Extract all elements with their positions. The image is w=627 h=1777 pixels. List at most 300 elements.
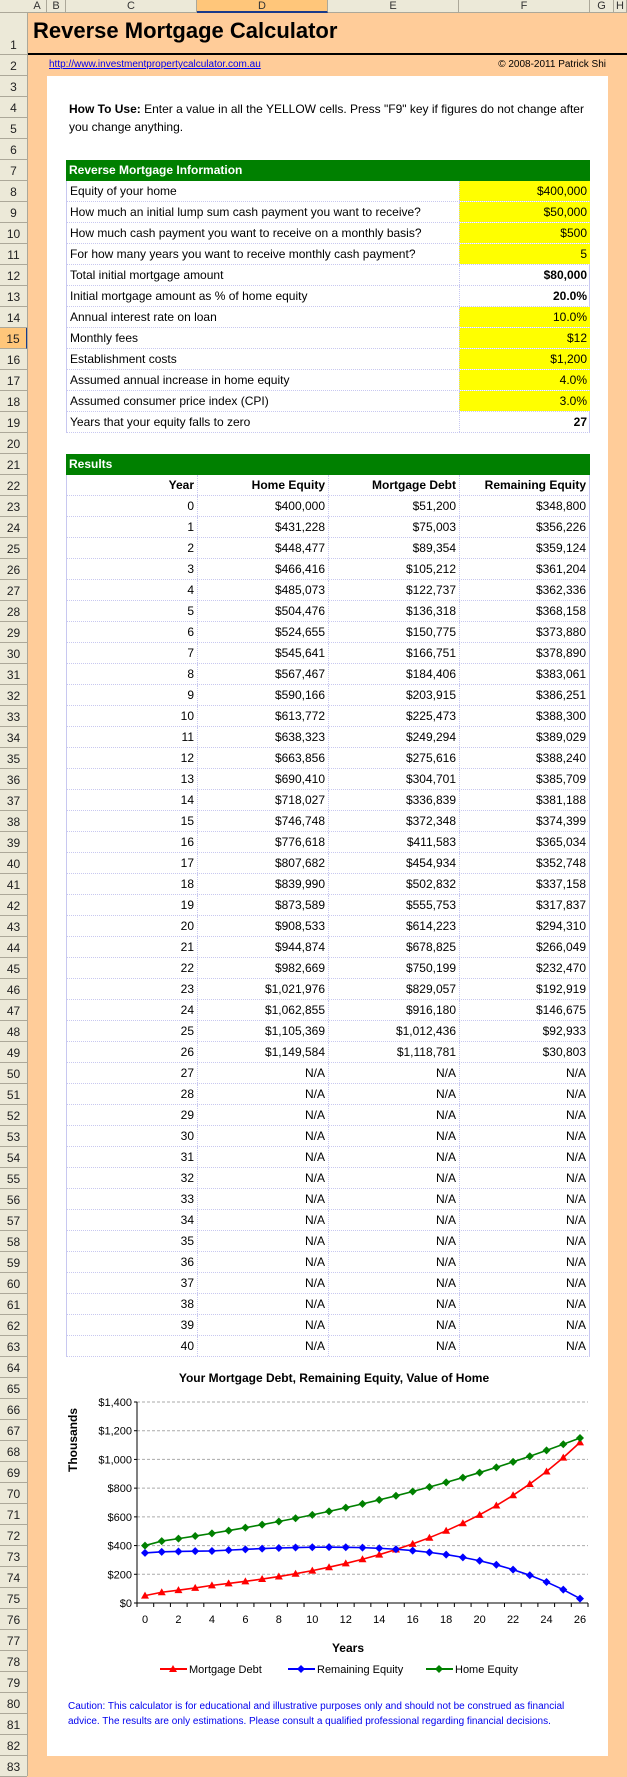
row-header[interactable]: 51 xyxy=(0,1084,27,1105)
info-input-cell[interactable]: $500 xyxy=(459,223,590,243)
row-header[interactable]: 8 xyxy=(0,181,27,202)
home-equity-cell: N/A xyxy=(198,1273,329,1293)
year-cell: 15 xyxy=(67,811,198,831)
row-header-bar xyxy=(0,13,28,1776)
x-tick-label: 8 xyxy=(275,1614,282,1626)
info-input-cell[interactable]: 5 xyxy=(459,244,590,264)
row-header[interactable]: 17 xyxy=(0,370,27,391)
remaining-equity-cell: N/A xyxy=(565,1108,586,1122)
home-equity-point xyxy=(325,1507,333,1515)
table-row xyxy=(66,853,590,874)
year-cell: 24 xyxy=(67,1000,198,1020)
year-cell: 0 xyxy=(67,496,198,516)
year-cell: 21 xyxy=(67,937,198,957)
home-equity-cell: N/A xyxy=(198,1105,329,1125)
column-header-h[interactable]: H xyxy=(614,0,627,13)
row-header[interactable]: 49 xyxy=(0,1042,27,1063)
home-equity-cell: $776,618 xyxy=(198,832,329,852)
home-equity-cell: $567,467 xyxy=(198,664,329,684)
info-row xyxy=(66,265,590,286)
mortgage-debt-cell: N/A xyxy=(329,1147,460,1167)
table-row xyxy=(66,1189,590,1210)
row-header[interactable]: 4 xyxy=(0,97,27,118)
home-equity-point xyxy=(543,1446,551,1454)
row-header[interactable]: 19 xyxy=(0,412,27,433)
home-equity-cell: N/A xyxy=(198,1063,329,1083)
mortgage-debt-cell: $51,200 xyxy=(329,496,460,516)
mortgage-debt-cell: N/A xyxy=(329,1210,460,1230)
row-header[interactable]: 45 xyxy=(0,958,27,979)
home-equity-point xyxy=(425,1483,433,1491)
row-header[interactable]: 83 xyxy=(0,1756,27,1777)
mortgage-debt-cell: N/A xyxy=(329,1126,460,1146)
row-header[interactable]: 25 xyxy=(0,538,27,559)
x-tick-label: 20 xyxy=(473,1614,486,1626)
table-row xyxy=(66,937,590,958)
row-header[interactable]: 26 xyxy=(0,559,27,580)
header-remaining-equity: Remaining Equity xyxy=(484,478,586,492)
row-header[interactable]: 5 xyxy=(0,118,27,139)
home-equity-point xyxy=(509,1458,517,1466)
remaining-equity-cell: N/A xyxy=(565,1066,586,1080)
year-cell: 20 xyxy=(67,916,198,936)
remaining-equity-cell: N/A xyxy=(565,1192,586,1206)
row-header[interactable]: 10 xyxy=(0,223,27,244)
chart-title: Your Mortgage Debt, Remaining Equity, Value of Home xyxy=(178,1371,490,1385)
remaining-equity-cell: $359,124 xyxy=(535,541,586,555)
home-equity-point xyxy=(275,1518,283,1526)
remaining-equity-point xyxy=(543,1578,551,1586)
info-row xyxy=(66,244,590,265)
mortgage-debt-cell: $89,354 xyxy=(329,538,460,558)
row-header[interactable]: 23 xyxy=(0,496,27,517)
row-header[interactable]: 48 xyxy=(0,1021,27,1042)
table-row xyxy=(66,1273,590,1294)
remaining-equity-cell: N/A xyxy=(565,1339,586,1353)
row-header[interactable]: 76 xyxy=(0,1609,27,1630)
table-row xyxy=(66,559,590,580)
home-equity-point xyxy=(576,1434,584,1442)
row-header[interactable]: 16 xyxy=(0,349,27,370)
legend-label: Mortgage Debt xyxy=(189,1664,262,1676)
home-equity-cell: $504,476 xyxy=(198,601,329,621)
remaining-equity-cell: N/A xyxy=(565,1087,586,1101)
home-equity-cell: N/A xyxy=(198,1084,329,1104)
home-equity-point xyxy=(241,1524,249,1532)
row-header[interactable]: 53 xyxy=(0,1126,27,1147)
row-header[interactable]: 37 xyxy=(0,790,27,811)
row-header[interactable]: 13 xyxy=(0,286,27,307)
home-equity-cell: $613,772 xyxy=(198,706,329,726)
row-header[interactable]: 78 xyxy=(0,1651,27,1672)
remaining-equity-cell: $389,029 xyxy=(535,730,586,744)
year-cell: 4 xyxy=(67,580,198,600)
row-header[interactable]: 27 xyxy=(0,580,27,601)
table-row xyxy=(66,790,590,811)
year-cell: 3 xyxy=(67,559,198,579)
results-section-header: Results xyxy=(66,454,590,475)
row-header[interactable]: 47 xyxy=(0,1000,27,1021)
row-header[interactable]: 32 xyxy=(0,685,27,706)
row-header[interactable]: 81 xyxy=(0,1714,27,1735)
mortgage-debt-cell: $184,406 xyxy=(329,664,460,684)
row-header[interactable]: 11 xyxy=(0,244,27,265)
remaining-equity-cell: $266,049 xyxy=(535,940,586,954)
year-cell: 33 xyxy=(67,1189,198,1209)
page-title: Reverse Mortgage Calculator xyxy=(33,18,338,43)
remaining-equity-point xyxy=(225,1546,233,1554)
row-header[interactable]: 74 xyxy=(0,1567,27,1588)
row-header[interactable]: 64 xyxy=(0,1357,27,1378)
row-header[interactable]: 63 xyxy=(0,1336,27,1357)
info-input-cell[interactable]: $1,200 xyxy=(459,349,590,369)
home-equity-cell: $663,856 xyxy=(198,748,329,768)
table-row xyxy=(66,895,590,916)
row-header[interactable]: 82 xyxy=(0,1735,27,1756)
row-header[interactable]: 30 xyxy=(0,643,27,664)
row-header[interactable]: 55 xyxy=(0,1168,27,1189)
remaining-equity-cell: N/A xyxy=(565,1276,586,1290)
table-row xyxy=(66,832,590,853)
mortgage-debt-cell: $829,057 xyxy=(329,979,460,999)
mortgage-debt-cell: N/A xyxy=(329,1315,460,1335)
year-cell: 35 xyxy=(67,1231,198,1251)
header-mortgage-debt: Mortgage Debt xyxy=(329,475,460,495)
info-label: Monthly fees xyxy=(70,331,139,345)
info-label: Initial mortgage amount as % of home equity xyxy=(70,289,308,303)
y-tick-label: $1,200 xyxy=(98,1425,132,1438)
home-equity-cell: $431,228 xyxy=(198,517,329,537)
mortgage-debt-cell: $249,294 xyxy=(329,727,460,747)
row-header[interactable]: 29 xyxy=(0,622,27,643)
row-header[interactable]: 71 xyxy=(0,1504,27,1525)
row-header[interactable]: 68 xyxy=(0,1441,27,1462)
column-header-b[interactable]: B xyxy=(47,0,66,13)
table-row xyxy=(66,1000,590,1021)
mortgage-debt-point xyxy=(492,1502,500,1509)
remaining-equity-cell: $30,803 xyxy=(542,1045,586,1059)
remaining-equity-cell: $146,675 xyxy=(535,1003,586,1017)
remaining-equity-cell: $232,470 xyxy=(535,961,586,975)
table-row xyxy=(66,706,590,727)
year-cell: 34 xyxy=(67,1210,198,1230)
row-header[interactable]: 75 xyxy=(0,1588,27,1609)
year-cell: 37 xyxy=(67,1273,198,1293)
row-header[interactable]: 65 xyxy=(0,1378,27,1399)
info-input-cell[interactable]: $400,000 xyxy=(459,181,590,201)
row-header[interactable]: 61 xyxy=(0,1294,27,1315)
row-header[interactable]: 9 xyxy=(0,202,27,223)
column-header-d[interactable]: D xyxy=(197,0,328,13)
row-header[interactable]: 18 xyxy=(0,391,27,412)
info-label: How much cash payment you want to receive on a monthly basis? xyxy=(70,226,422,240)
row-header[interactable]: 73 xyxy=(0,1546,27,1567)
row-header[interactable]: 31 xyxy=(0,664,27,685)
year-cell: 22 xyxy=(67,958,198,978)
remaining-equity-point xyxy=(191,1547,199,1555)
year-cell: 32 xyxy=(67,1168,198,1188)
column-header-f[interactable]: F xyxy=(459,0,590,13)
remaining-equity-point xyxy=(308,1543,316,1551)
row-header[interactable]: 44 xyxy=(0,937,27,958)
year-cell: 17 xyxy=(67,853,198,873)
row-header[interactable]: 14 xyxy=(0,307,27,328)
column-header-c[interactable]: C xyxy=(66,0,197,13)
remaining-equity-point xyxy=(241,1545,249,1553)
remaining-equity-point xyxy=(275,1544,283,1552)
remaining-equity-cell: $192,919 xyxy=(535,982,586,996)
home-equity-cell: $944,874 xyxy=(198,937,329,957)
mortgage-debt-cell: N/A xyxy=(329,1168,460,1188)
table-row xyxy=(66,601,590,622)
table-row xyxy=(66,1126,590,1147)
row-header[interactable]: 35 xyxy=(0,748,27,769)
remaining-equity-cell: $381,188 xyxy=(535,793,586,807)
row-header[interactable]: 59 xyxy=(0,1252,27,1273)
row-header[interactable]: 62 xyxy=(0,1315,27,1336)
row-header[interactable]: 21 xyxy=(0,454,27,475)
home-equity-cell: $839,990 xyxy=(198,874,329,894)
year-cell: 18 xyxy=(67,874,198,894)
row-header[interactable]: 7 xyxy=(0,160,27,181)
row-header[interactable]: 57 xyxy=(0,1210,27,1231)
row-header[interactable]: 50 xyxy=(0,1063,27,1084)
home-equity-point xyxy=(208,1529,216,1537)
table-row xyxy=(66,1168,590,1189)
year-cell: 8 xyxy=(67,664,198,684)
mortgage-debt-cell: N/A xyxy=(329,1336,460,1356)
home-equity-point xyxy=(191,1532,199,1540)
results-header-row xyxy=(66,475,590,496)
table-row xyxy=(66,727,590,748)
row-header[interactable]: 12 xyxy=(0,265,27,286)
info-label: How much an initial lump sum cash payment you want to receive? xyxy=(70,205,421,219)
header-home-equity: Home Equity xyxy=(198,475,329,495)
row-header[interactable]: 1 xyxy=(0,13,27,55)
mortgage-debt-line xyxy=(145,1442,580,1595)
mortgage-debt-cell: $555,753 xyxy=(329,895,460,915)
remaining-equity-point xyxy=(425,1548,433,1556)
row-header[interactable]: 60 xyxy=(0,1273,27,1294)
row-header[interactable]: 34 xyxy=(0,727,27,748)
row-header[interactable]: 3 xyxy=(0,76,27,97)
mortgage-debt-cell: $411,583 xyxy=(329,832,460,852)
year-cell: 25 xyxy=(67,1021,198,1041)
info-label: Establishment costs xyxy=(70,352,177,366)
info-label: For how many years you want to receive monthly cash payment? xyxy=(70,247,416,261)
table-row xyxy=(66,1021,590,1042)
row-header[interactable]: 70 xyxy=(0,1483,27,1504)
y-tick-label: $200 xyxy=(107,1569,132,1582)
info-row xyxy=(66,181,590,202)
remaining-equity-cell: $92,933 xyxy=(542,1024,586,1038)
column-header-e[interactable]: E xyxy=(328,0,459,13)
year-cell: 1 xyxy=(67,517,198,537)
mortgage-debt-cell: N/A xyxy=(329,1084,460,1104)
year-cell: 23 xyxy=(67,979,198,999)
row-header[interactable]: 54 xyxy=(0,1147,27,1168)
mortgage-debt-cell: $105,212 xyxy=(329,559,460,579)
mortgage-debt-cell: $502,832 xyxy=(329,874,460,894)
remaining-equity-cell: N/A xyxy=(565,1318,586,1332)
table-row xyxy=(66,1042,590,1063)
x-tick-label: 2 xyxy=(175,1614,182,1626)
row-header[interactable]: 22 xyxy=(0,475,27,496)
home-equity-cell: N/A xyxy=(198,1168,329,1188)
info-value: 20.0% xyxy=(459,286,590,306)
home-equity-cell: N/A xyxy=(198,1126,329,1146)
row-header[interactable]: 67 xyxy=(0,1420,27,1441)
info-row xyxy=(66,223,590,244)
column-header-a[interactable]: A xyxy=(28,0,47,13)
row-header[interactable]: 79 xyxy=(0,1672,27,1693)
row-header[interactable]: 58 xyxy=(0,1231,27,1252)
mortgage-debt-cell: $75,003 xyxy=(329,517,460,537)
row-header[interactable]: 42 xyxy=(0,895,27,916)
x-tick-label: 22 xyxy=(506,1614,520,1626)
row-header[interactable]: 77 xyxy=(0,1630,27,1651)
legend-label: Remaining Equity xyxy=(317,1664,404,1676)
row-header[interactable]: 6 xyxy=(0,139,27,160)
info-label: Annual interest rate on loan xyxy=(70,310,217,324)
how-to-body: Enter a value in all the YELLOW cells. Press "F9" key if figures do not change after you change anything. xyxy=(69,102,584,134)
info-input-cell[interactable]: $50,000 xyxy=(459,202,590,222)
row-header[interactable]: 66 xyxy=(0,1399,27,1420)
info-input-cell[interactable]: 3.0% xyxy=(459,391,590,411)
remaining-equity-cell: $388,240 xyxy=(535,751,586,765)
mortgage-debt-point xyxy=(509,1491,517,1498)
remaining-equity-cell: N/A xyxy=(565,1213,586,1227)
row-header[interactable]: 72 xyxy=(0,1525,27,1546)
y-axis-label: Thousands xyxy=(66,1407,80,1473)
website-link[interactable]: http://www.investmentpropertycalculator.com.au xyxy=(49,59,261,70)
year-cell: 36 xyxy=(67,1252,198,1272)
y-tick-label: $1,000 xyxy=(98,1454,132,1467)
row-header[interactable]: 56 xyxy=(0,1189,27,1210)
mortgage-debt-cell: N/A xyxy=(329,1063,460,1083)
home-equity-point xyxy=(174,1535,182,1543)
year-cell: 38 xyxy=(67,1294,198,1314)
row-header[interactable]: 20 xyxy=(0,433,27,454)
legend-label: Home Equity xyxy=(455,1664,518,1676)
column-header-g[interactable]: G xyxy=(590,0,614,13)
info-section-header: Reverse Mortgage Information xyxy=(66,160,590,181)
mortgage-debt-cell: N/A xyxy=(329,1252,460,1272)
info-input-cell[interactable]: 4.0% xyxy=(459,370,590,390)
info-input-cell[interactable]: $12 xyxy=(459,328,590,348)
row-header[interactable]: 40 xyxy=(0,853,27,874)
row-header[interactable]: 38 xyxy=(0,811,27,832)
year-cell: 6 xyxy=(67,622,198,642)
home-equity-cell: $1,105,369 xyxy=(198,1021,329,1041)
row-header[interactable]: 43 xyxy=(0,916,27,937)
info-label: Total initial mortgage amount xyxy=(70,268,224,282)
home-equity-cell: $638,323 xyxy=(198,727,329,747)
remaining-equity-cell: $356,226 xyxy=(535,520,586,534)
remaining-equity-cell: $365,034 xyxy=(535,835,586,849)
row-header[interactable]: 52 xyxy=(0,1105,27,1126)
home-equity-cell: N/A xyxy=(198,1147,329,1167)
year-cell: 16 xyxy=(67,832,198,852)
info-row xyxy=(66,412,590,433)
y-tick-label: $600 xyxy=(107,1511,132,1524)
row-header[interactable]: 2 xyxy=(0,55,27,76)
home-equity-point xyxy=(225,1527,233,1535)
year-cell: 27 xyxy=(67,1063,198,1083)
home-equity-point xyxy=(459,1474,467,1482)
home-equity-point xyxy=(392,1492,400,1500)
home-equity-line xyxy=(145,1438,580,1546)
info-label: Years that your equity falls to zero xyxy=(70,415,251,429)
table-row xyxy=(66,1336,590,1357)
how-to-label: How To Use: xyxy=(69,102,141,116)
row-header[interactable]: 46 xyxy=(0,979,27,1000)
info-row xyxy=(66,349,590,370)
year-cell: 31 xyxy=(67,1147,198,1167)
year-cell: 19 xyxy=(67,895,198,915)
home-equity-cell: $545,641 xyxy=(198,643,329,663)
mortgage-debt-cell: $122,737 xyxy=(329,580,460,600)
year-cell: 28 xyxy=(67,1084,198,1104)
remaining-equity-cell: $348,800 xyxy=(535,499,586,513)
x-tick-label: 18 xyxy=(440,1614,453,1626)
row-header[interactable]: 69 xyxy=(0,1462,27,1483)
home-equity-cell: $807,682 xyxy=(198,853,329,873)
home-equity-cell: $590,166 xyxy=(198,685,329,705)
title-divider xyxy=(28,53,627,55)
row-header[interactable]: 80 xyxy=(0,1693,27,1714)
year-cell: 14 xyxy=(67,790,198,810)
mortgage-debt-point xyxy=(476,1511,484,1518)
mortgage-debt-cell: $150,775 xyxy=(329,622,460,642)
x-tick-label: 0 xyxy=(141,1614,149,1626)
row-header[interactable]: 39 xyxy=(0,832,27,853)
info-row xyxy=(66,391,590,412)
remaining-equity-point xyxy=(325,1543,333,1551)
table-row xyxy=(66,622,590,643)
remaining-equity-cell: $383,061 xyxy=(535,667,586,681)
info-label: Assumed consumer price index (CPI) xyxy=(70,394,269,408)
remaining-equity-point xyxy=(492,1561,500,1569)
home-equity-cell: $1,149,584 xyxy=(198,1042,329,1062)
year-cell: 2 xyxy=(67,538,198,558)
info-input-cell[interactable]: 10.0% xyxy=(459,307,590,327)
row-header[interactable]: 24 xyxy=(0,517,27,538)
row-header[interactable]: 28 xyxy=(0,601,27,622)
home-equity-point xyxy=(158,1537,166,1545)
mortgage-debt-cell: N/A xyxy=(329,1273,460,1293)
info-row xyxy=(66,307,590,328)
remaining-equity-point xyxy=(559,1586,567,1594)
home-equity-cell: $746,748 xyxy=(198,811,329,831)
mortgage-debt-point xyxy=(459,1519,467,1526)
x-axis-label: Years xyxy=(331,1641,365,1655)
remaining-equity-point xyxy=(409,1547,417,1555)
mortgage-debt-cell: $1,012,436 xyxy=(329,1021,460,1041)
home-equity-point xyxy=(375,1496,383,1504)
table-row xyxy=(66,1252,590,1273)
home-equity-point xyxy=(258,1521,266,1529)
row-header[interactable]: 36 xyxy=(0,769,27,790)
home-equity-point xyxy=(359,1500,367,1508)
info-row xyxy=(66,370,590,391)
remaining-equity-point xyxy=(141,1549,149,1557)
remaining-equity-cell: $317,837 xyxy=(535,898,586,912)
home-equity-cell: $718,027 xyxy=(198,790,329,810)
row-header[interactable]: 41 xyxy=(0,874,27,895)
row-header[interactable]: 15 xyxy=(0,328,27,349)
row-header[interactable]: 33 xyxy=(0,706,27,727)
